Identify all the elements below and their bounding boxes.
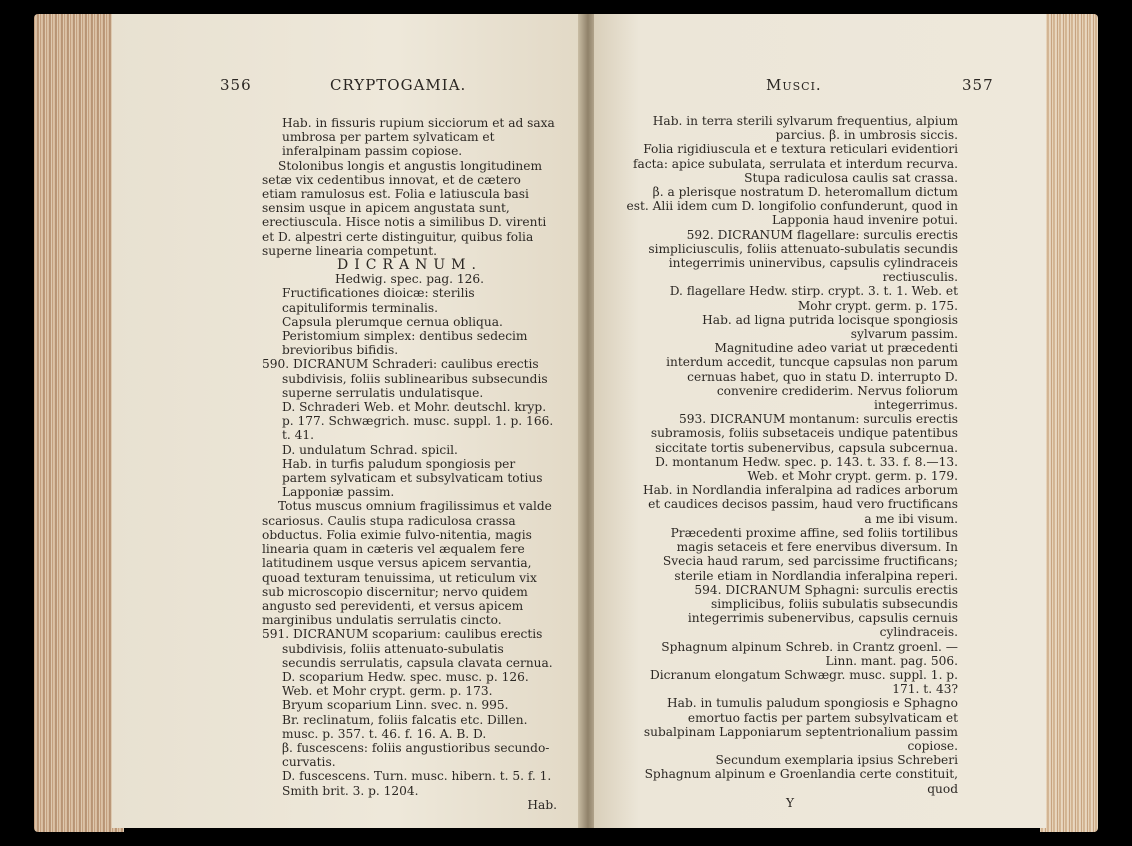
left-paragraph: D. Schraderi Web. et Mohr. deutschl. kryp. p. 177. Schwægrich. musc. suppl. 1. p. 166. t. 41. xyxy=(282,400,554,443)
right-page xyxy=(594,14,1046,828)
left-paragraph: Fructificationes dioicæ: sterilis capituliformis terminalis. xyxy=(282,286,475,315)
right-paragraph: Secundum exemplaria ipsius Schreberi Sphagnum alpinum e Groenlandia certe constituit, quod xyxy=(644,753,958,796)
right-paragraph: D. flagellare Hedw. stirp. crypt. 3. t. 1. Web. et Mohr crypt. germ. p. 175. xyxy=(669,284,958,313)
left-paragraph: 590. DICRANUM Schraderi: caulibus erectis subdivisis, foliis sublinearibus subsecundis superne serrulatis undulatisque. xyxy=(262,357,548,400)
right-page-body xyxy=(622,114,958,810)
right-running-head: Musci. xyxy=(766,76,822,94)
left-page-body xyxy=(262,116,557,812)
right-paragraph: 592. DICRANUM flagellare: surculis erectis simpliciusculis, foliis attenuato-subulatis secundis integerrimis uninervibus, capsulis cylindraceis rectiusculis. xyxy=(648,227,958,285)
left-paragraph: D. undulatum Schrad. spicil. xyxy=(282,442,458,457)
right-paragraph: Hab. in Nordlandia inferalpina ad radices arborum et caudices decisos passim, haud vero fructificans a me ibi visum. xyxy=(642,483,958,526)
left-page-number: 356 xyxy=(220,76,252,94)
left-paragraph: Stolonibus longis et angustis longitudinem setæ vix cedentibus innovat, et de cætero etiam ramulosus est. Folia e latiuscula basi sensim usque in apicem angustata sunt, erectiuscula. Hisce notis a similibus D. virenti et D. alpestri certe distinguitur, quibus folia superne linearia competunt. xyxy=(262,158,547,258)
page-edges-right xyxy=(1040,14,1098,832)
right-page-number: 357 xyxy=(962,76,994,94)
right-paragraph: Hab. in terra sterili sylvarum frequentius, alpium parcius. β. in umbrosis siccis. xyxy=(652,114,958,143)
right-paragraph: Hab. in tumulis paludum spongiosis e Sphagno emortuo factis per partem subsylvaticam et subalpinam Lapponiarum septentrionalium passim copiose. xyxy=(643,696,958,753)
left-paragraph: Peristomium simplex: dentibus sedecim brevioribus bifidis. xyxy=(282,329,528,358)
left-paragraph: Hedwig. spec. pag. 126. xyxy=(334,272,485,287)
left-paragraph: β. fuscescens: foliis angustioribus secundo-curvatis. xyxy=(282,740,550,770)
right-paragraph: 594. DICRANUM Sphagni: surculis erectis simplicibus, foliis subulatis subsecundis integerrimis subenervibus, capsulis cernuis cylindraceis. xyxy=(687,582,958,640)
left-paragraph: Totus muscus omnium fragilissimus et valde scariosus. Caulis stupa radiculosa crassa obductus. Folia eximie fulvo-nitentia, magis linearia quam in cæteris vel æqualem fere latitudinem usque versus apicem servantia, quoad texturam tenuissima, ut reticulum vix sub microscopio discernitur; nervo quidem angusto sed perevidenti, et versus apicem marginibus undulatis serrulatis cincto. xyxy=(262,499,552,628)
left-paragraph: 591. DICRANUM scoparium: caulibus erectis subdivisis, foliis attenuato-subulatis secundis serrulatis, capsula clavata cernua. xyxy=(262,627,553,670)
left-paragraph: Hab. xyxy=(527,797,557,812)
right-paragraph: Folia rigidiuscula et e textura reticulari evidentiori facta: apice subulata, serrulata et interdum recurva. Stupa radiculosa caulis sat crassa. xyxy=(633,142,958,185)
left-running-head: CRYPTOGAMIA. xyxy=(330,76,467,94)
left-paragraph: Capsula plerumque cernua obliqua. xyxy=(282,314,503,329)
right-paragraph: Hab. ad ligna putrida locisque spongiosis sylvarum passim. xyxy=(702,312,958,342)
right-paragraph: Magnitudine adeo variat ut præcedenti interdum accedit, tuncque capsulas non parum cernuas habet, quo in statu D. interrupto D. convenire crediderim. Nervus foliorum integerrimus. xyxy=(666,341,958,413)
right-paragraph: Y xyxy=(785,795,795,810)
left-paragraph: D. fuscescens. Turn. musc. hibern. t. 5. f. 1. Smith brit. 3. p. 1204. xyxy=(282,769,552,798)
left-paragraph: DICRANUM. xyxy=(337,257,482,274)
left-paragraph: Br. reclinatum, foliis falcatis etc. Dillen. musc. p. 357. t. 46. f. 16. A. B. D. xyxy=(282,712,528,741)
right-paragraph: β. a plerisque nostratum D. heteromallum dictum est. Alii idem cum D. longifolio confunderunt, quod in Lapponia haud invenire potui. xyxy=(626,185,958,228)
right-paragraph: Dicranum elongatum Schwægr. musc. suppl. 1. p. 171. t. 43? xyxy=(650,667,958,697)
left-paragraph: Hab. in fissuris rupium sicciorum et ad saxa umbrosa per partem sylvaticam et inferalpinam passim copiose. xyxy=(282,116,555,159)
page-edges-left xyxy=(34,14,124,832)
left-page xyxy=(112,14,582,828)
left-paragraph: D. scoparium Hedw. spec. musc. p. 126. Web. et Mohr crypt. germ. p. 173. xyxy=(282,669,529,699)
right-paragraph: Sphagnum alpinum Schreb. in Crantz groenl. — Linn. mant. pag. 506. xyxy=(661,639,958,668)
left-paragraph: Bryum scoparium Linn. svec. n. 995. xyxy=(282,698,509,713)
left-paragraph: Hab. in turfis paludum spongiosis per partem sylvaticam et subsylvaticam totius Lapponiæ passim. xyxy=(282,456,543,500)
right-paragraph: Præcedenti proxime affine, sed foliis tortilibus magis setaceis et fere enervibus diversum. In Svecia haud rarum, sed parcissime fructificans; sterile etiam in Nordlandia inferalpina reperi. xyxy=(662,525,958,583)
right-paragraph: 593. DICRANUM montanum: surculis erectis subramosis, foliis subsetaceis undique patentibus siccitate tortis subenervibus, capsula subcernua. xyxy=(650,412,958,455)
right-paragraph: D. montanum Hedw. spec. p. 143. t. 33. f. 8.—13. Web. et Mohr crypt. germ. p. 179. xyxy=(655,454,958,484)
